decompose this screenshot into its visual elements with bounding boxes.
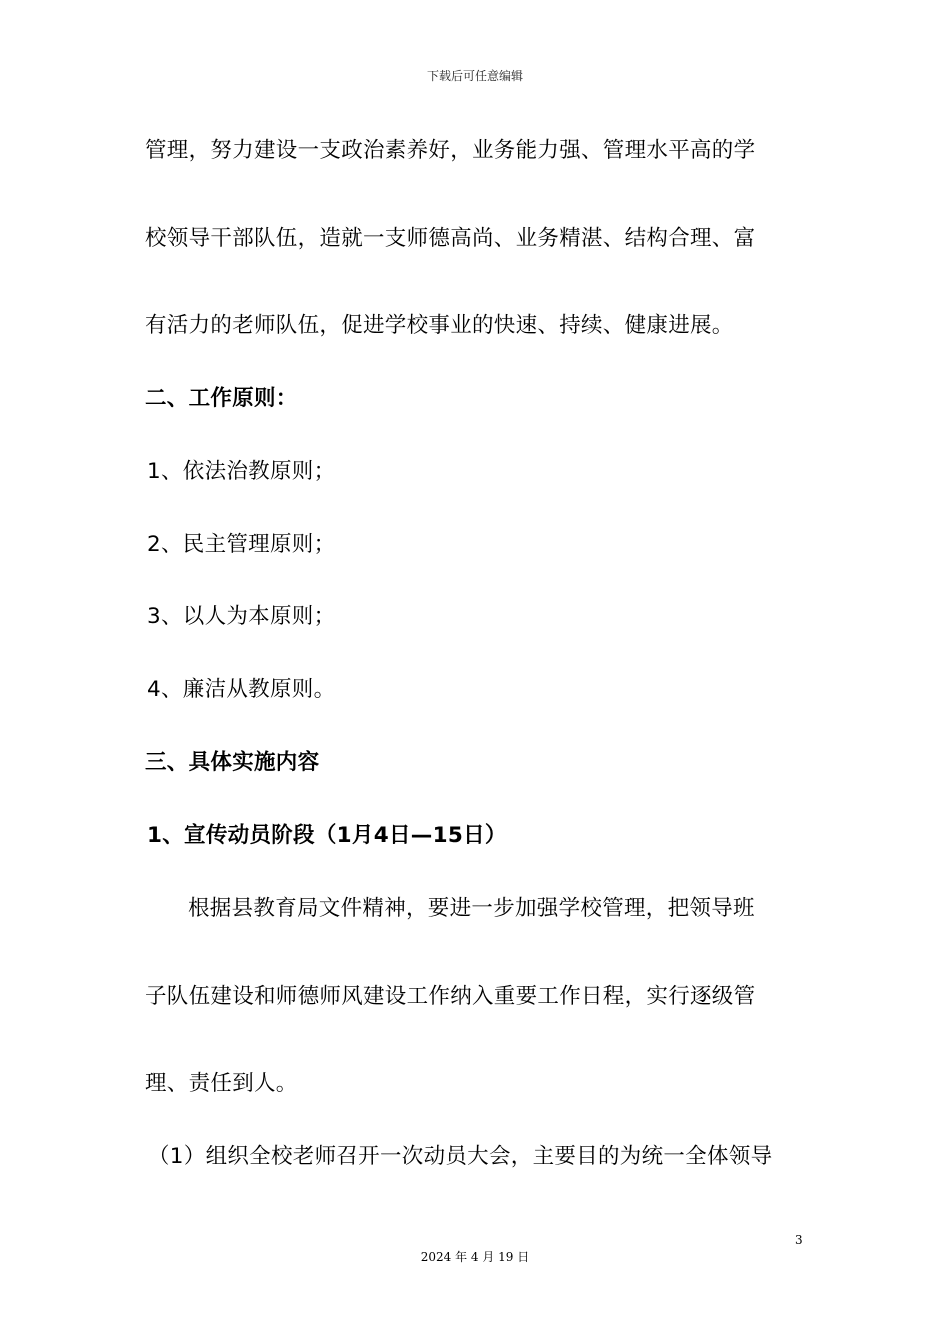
principle-item: 3、以人为本原则； xyxy=(147,604,336,629)
paragraph-line: 理、责任到人。 xyxy=(145,1071,298,1096)
paragraph-line: 校领导干部队伍，造就一支师德高尚、业务精湛、结构合理、富 xyxy=(145,226,756,251)
paragraph-line: 根据县教育局文件精神，要进一步加强学校管理，把领导班 xyxy=(188,896,755,921)
page-header: 下载后可任意编辑 xyxy=(426,69,523,83)
section-heading: 二、工作原则： xyxy=(145,386,298,411)
section-heading: 三、具体实施内容 xyxy=(145,750,320,775)
list-item: （1）组织全校老师召开一次动员大会，主要目的为统一全体领导 xyxy=(148,1144,773,1169)
principle-item: 1、依法治教原则； xyxy=(147,459,336,484)
paragraph-line: 子队伍建设和师德师风建设工作纳入重要工作日程，实行逐级管 xyxy=(145,984,756,1009)
sub-heading: 1、宣传动员阶段（1月4日—15日） xyxy=(147,823,507,848)
paragraph-line: 有活力的老师队伍，促进学校事业的快速、持续、健康进展。 xyxy=(145,313,734,338)
principle-item: 2、民主管理原则； xyxy=(147,532,336,557)
page-number: 3 xyxy=(795,1233,803,1247)
paragraph-line: 管理，努力建设一支政治素养好，业务能力强、管理水平高的学 xyxy=(145,138,756,163)
principle-item: 4、廉洁从教原则。 xyxy=(147,677,336,702)
page-footer-date: 2024 年 4 月 19 日 xyxy=(420,1250,530,1264)
